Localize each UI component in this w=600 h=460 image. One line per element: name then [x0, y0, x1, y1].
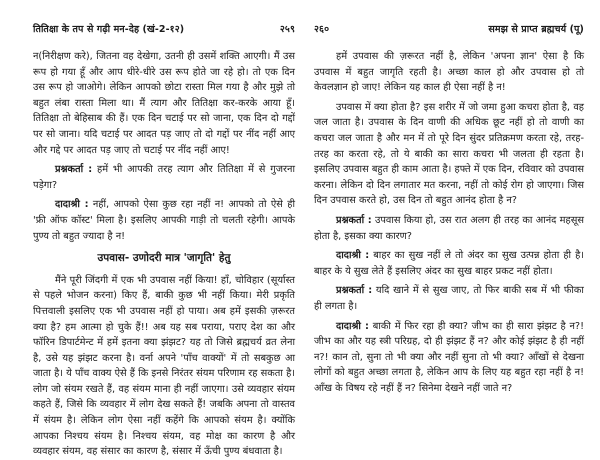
dialogue-text: बाकी में फिर रहा ही क्या? जीभ का ही सारा झंझट है न?! जीभ का और यह स्त्री परिग्रह, दो ही झंझट हैं न? और कोई झंझट है ही नहीं न?! कान तो, सुना तो भी क्या और नहीं सुना तो भी क्या? आँखों से देखना लोगों को बहुत अच्छा लगता है, लेकिन आप के लिए यह बहुत रहा नहीं है न! आँख के विषय रहे नहीं हैं न? सिनेमा देखने नहीं जाते न? [314, 320, 585, 394]
dialogue-paragraph [314, 213, 584, 244]
dialogue-text: उपवास किया हो, उस रात अलग ही तरह का आनंद महसूस होता है, इसका क्या कारण? [314, 214, 584, 242]
dialogue-text: हमें भी आपकी तरह त्याग और तितिक्षा में से गुजरना पड़ेगा? [33, 164, 295, 191]
paragraph: हमें उपवास की ज़रूरत नहीं है, लेकिन 'अपना ज्ञान' ऐसा है कि उपवास में बहुत जागृति रहती है। अच्छा काल हो और उपवास हो तो केवलज्ञान हो जाए! लेकिन यह काल ही ऐसा नहीं है न! [314, 51, 584, 94]
left-running-header [33, 22, 295, 35]
dialogue-paragraph [314, 248, 584, 279]
dialogue-paragraph [33, 162, 295, 193]
dialogue-text: बाहर का सुख नहीं ले तो अंदर का सुख उत्पन्न होता ही है। बाहर के ये सुख लेते हैं इसलिए अंदर का सुख बाहर प्रकट नहीं होता। [314, 250, 584, 277]
speaker-label: प्रश्नकर्ता : [55, 164, 93, 176]
right-chapter-title: समझ से प्राप्त ब्रह्मचर्य (पू) [488, 24, 584, 35]
paragraph: न(निरीक्षण करे), जितना वह देखेगा, उतनी ही उसमें शक्ति आएगी। मैं उस रूप हो गया हूँ और आप धीरे-धीरे उस रूप होते जा रहे हो। तो एक दिन उस रूप हो जाओगे। लेकिन आपको छोटा रास्ता मिल गया है और मुझे तो बहुत लंबा रास्ता मिला था। मैं त्याग और तितिक्षा कर-करके आया हूँ। तितिक्षा तो बेहिसाब की हैं। एक दिन चटाई पर सो जाना, एक दिन दो गद्दों पर सो जाना। यदि चटाई पर आदत पड़ जाए तो दो गद्दों पर नींद नहीं आए और गद्दे पर आदत पड़ जाए तो चटाई पर नींद नहीं आए! [33, 51, 295, 156]
dialogue-paragraph [314, 283, 584, 314]
speaker-label: दादाश्री : [336, 320, 369, 332]
right-running-header [314, 22, 584, 35]
speaker-label: दादाश्री : [55, 199, 89, 211]
dialogue-text: यदि खाने में से सुख जाए, तो फिर बाकी सब में भी फीका ही लगता है। [314, 285, 584, 312]
left-page-number: २५९ [279, 24, 295, 35]
dialogue-text: नहीं, आपको ऐसा कुछ रहा नहीं न! आपको तो ऐसे ही 'फ्री ऑफ कॉस्ट' मिला है। इसलिए आपकी गाड़ी तो चलती रहेगी। आपके पुण्य तो बहुत ज्यादा है न! [33, 199, 295, 242]
right-page [300, 0, 600, 460]
right-body-text [314, 49, 584, 396]
speaker-label: प्रश्नकर्ता : [336, 285, 373, 297]
left-chapter-title: तितिक्षा के तप से गढ़ी मन-देह (खं-2-१२) [33, 24, 185, 35]
speaker-label: दादाश्री : [336, 250, 370, 262]
section-heading: उपवास- उणोदरी मात्र 'जागृति' हेतु [97, 252, 231, 265]
left-body-text [33, 49, 295, 460]
dialogue-paragraph [33, 197, 295, 244]
right-page-number: २६० [314, 24, 330, 35]
paragraph: मैंने पूरी जिंदगी में एक भी उपवास नहीं किया! हाँ, चोविहार (सूर्यास्त से पहले भोजन करना) किए हैं, बाकी कुछ भी नहीं किया। मेरी प्रकृति पित्तवाली इसलिए एक भी उपवास नहीं हो पाया। अब हमें इसकी ज़रूरत क्या है? हम आत्मा हो चुके हैं!! अब यह सब पराया, पराए देश का और फॉरिन डिपार्टमेन्ट में हमें इतना क्या झंझट? यह तो जिसे ब्रह्मचर्य व्रत लेना है, उसे यह झंझट करना है। वर्ना अपने 'पाँच वाक्यों' में तो सबकुछ आ जाता है। ये पाँच वाक्य ऐसे हैं कि इनसे निरंतर संयम परिणाम रह सकता है। लोग जो संयम रखते हैं, वह संयम माना ही नहीं जाएगा। उसे व्यवहार संयम कहते हैं, जिसे कि व्यवहार में लोग देख सकते हैं! जबकि अपना तो वास्तव में संयम है। लेकिन लोग ऐसा नहीं कहेंगे कि आपको संयम है। क्योंकि आपका निश्चय संयम है। निश्चय संयम, वह मोक्ष का कारण है और व्यवहार संयम, वह संसार का कारण है, संसार में ऊँची पुण्य बंधवाता है। [33, 274, 295, 458]
paragraph: उपवास में क्या होता है? इस शरीर में जो जमा हुआ कचरा होता है, वह जल जाता है। उपवास के दिन वाणी की अधिक छूट नहीं हो तो वाणी का कचरा जल जाता है और मन में तो पूरे दिन सुंदर प्रतिक्रमण करता रहे, तरह-तरह का करता रहे, तो ये बाकी का सारा कचरा भी जलता ही रहता है। इसलिए उपवास बहुत ही काम आता है। हफ्ते में एक दिन, रविवार को उपवास करना। लेकिन दो दिन लगातार मत करना, नहीं तो कोई रोग हो जाएगा। जिस दिन उपवास करते हो, उस दिन तो बहुत आनंद होता है न? [314, 101, 584, 207]
speaker-label: प्रश्नकर्ता : [336, 214, 372, 226]
dialogue-paragraph [314, 319, 584, 397]
